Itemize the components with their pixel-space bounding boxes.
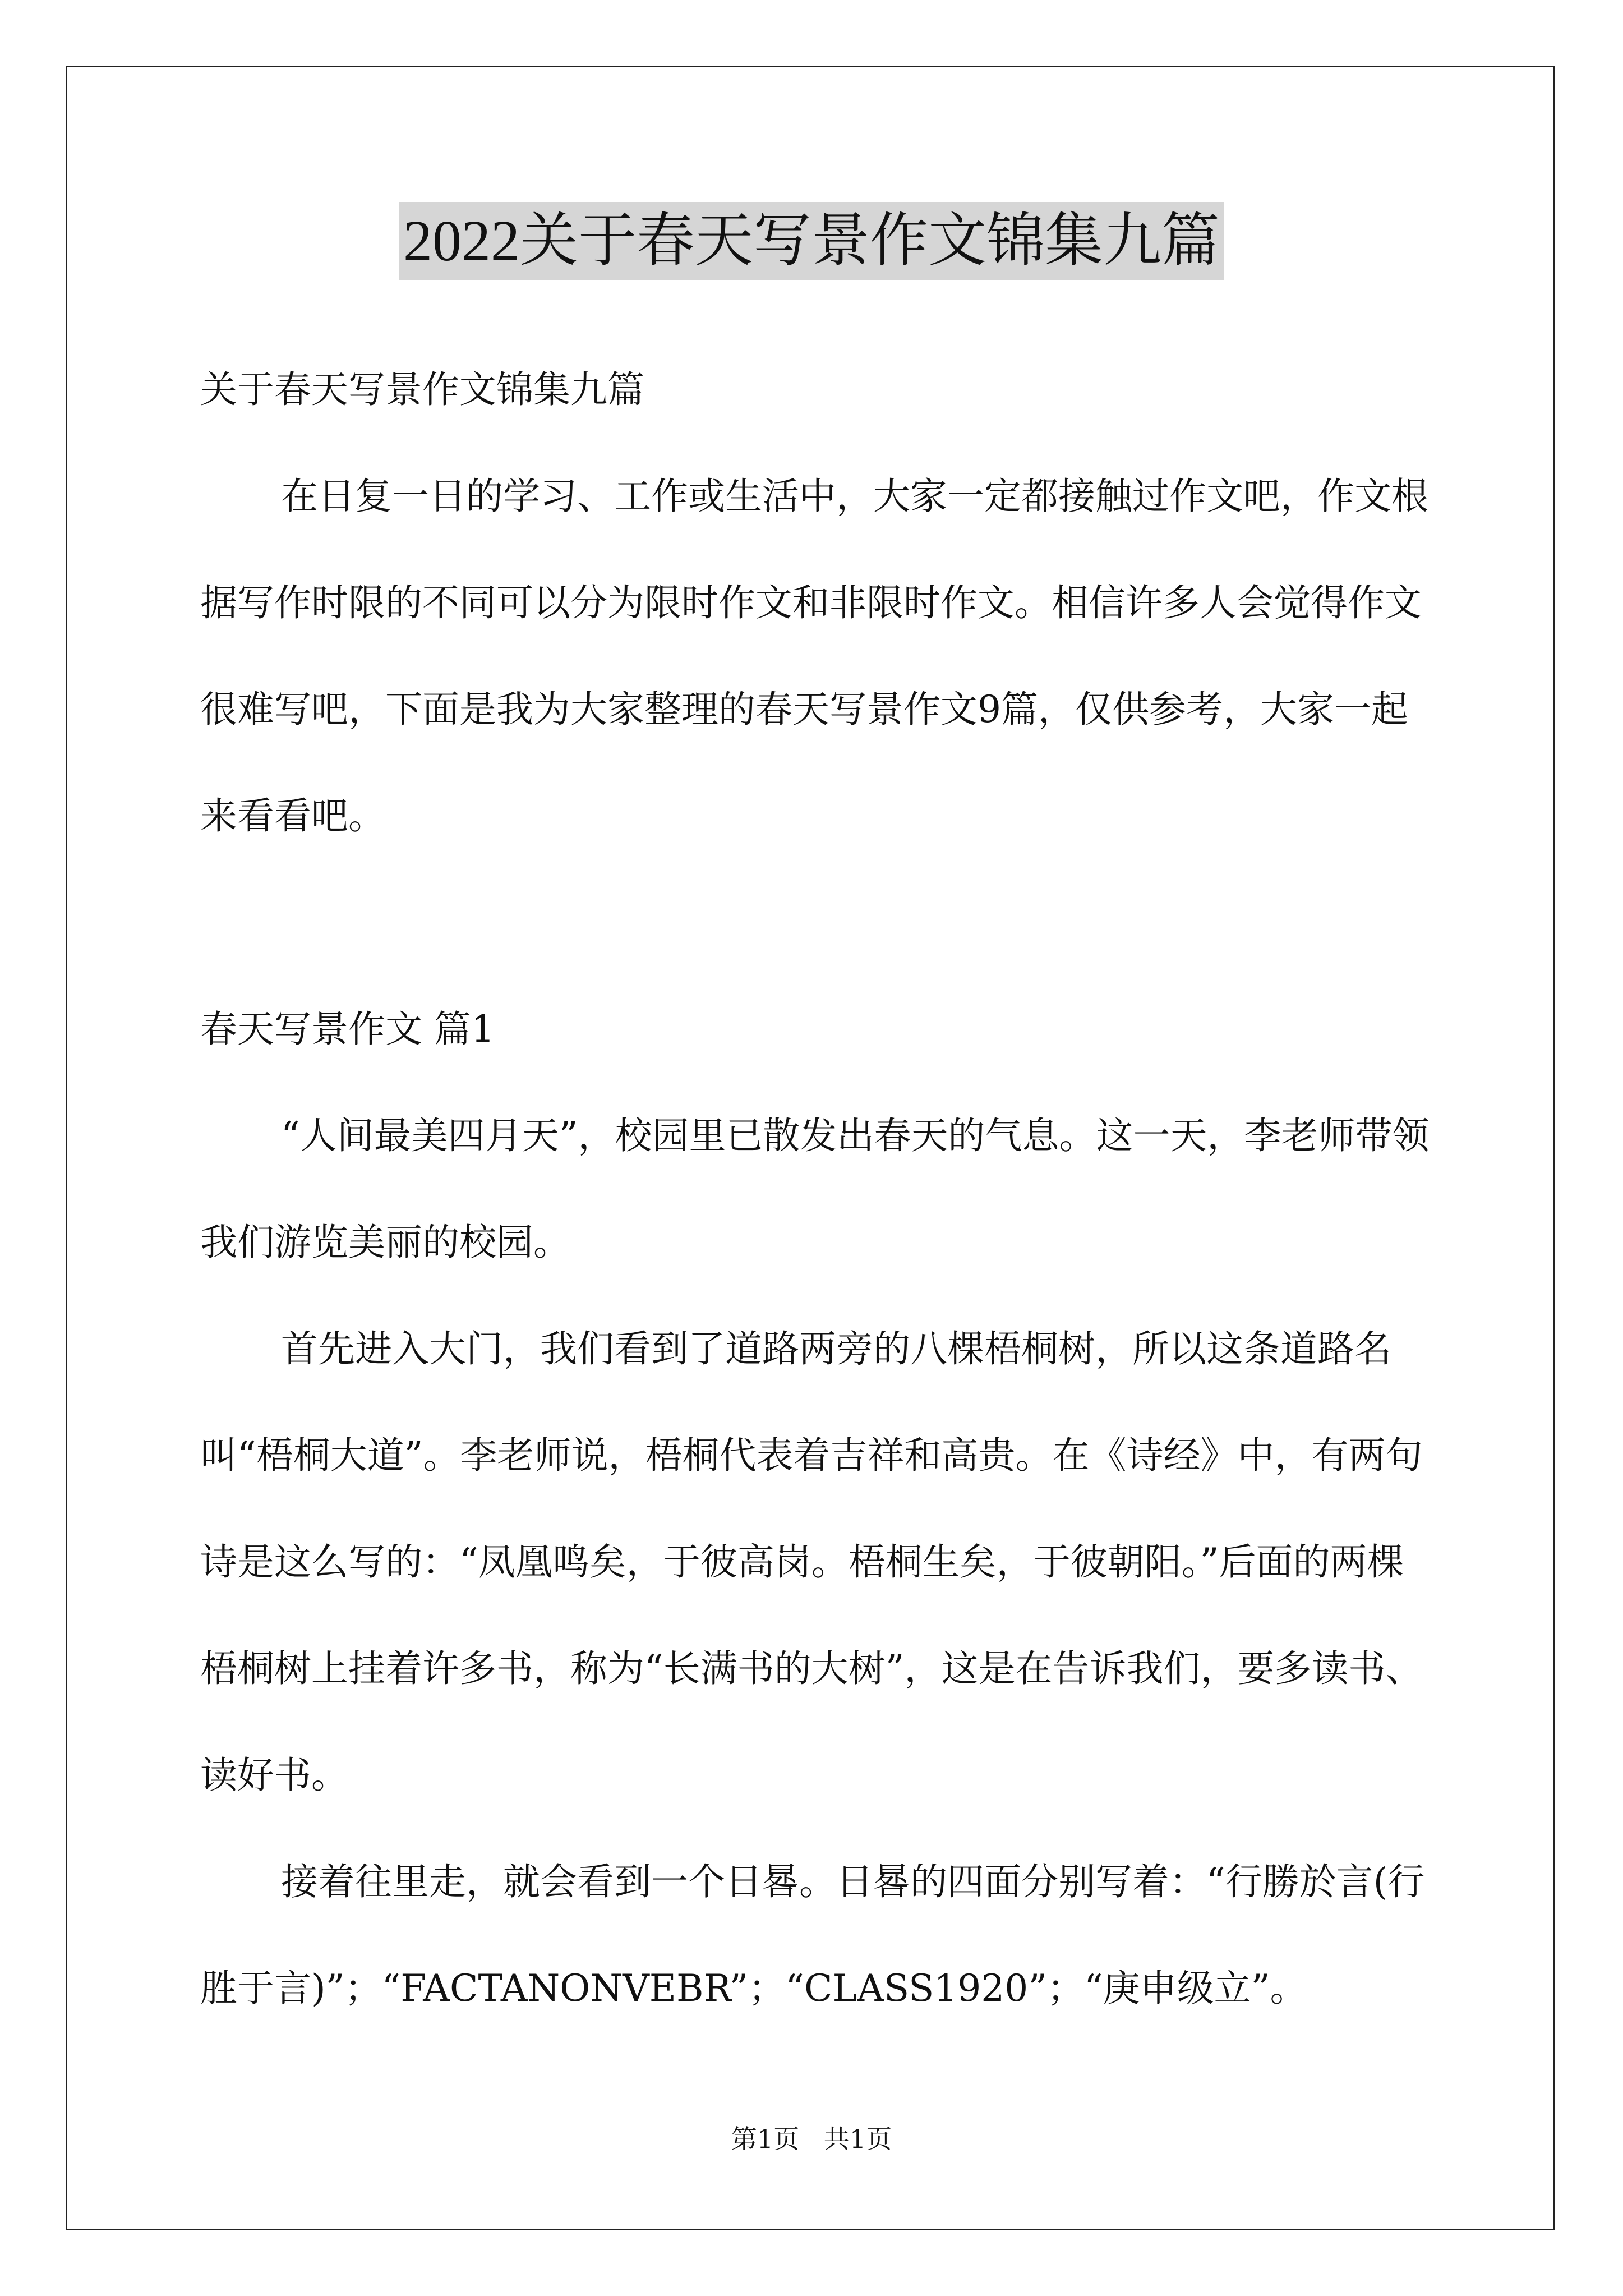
intro-paragraph: 在日复一日的学习、工作或生活中，大家一定都接触过作文吧，作文根据写作时限的不同可以分为限时作文和非限时作文。相信许多人会觉得作文很难写吧，下面是我为大家整理的春天写景作文9篇，仅供参考，大家一起来看看吧。 (200, 475, 1428, 838)
document-title: 2022关于春天写景作文锦集九篇 (399, 202, 1224, 280)
section-spacer (200, 869, 1434, 976)
body-paragraph: “人间最美四月天”，校园里已散发出春天的气息。这一天，李老师带领我们游览美丽的校园。 (200, 1114, 1430, 1264)
title-container (0, 202, 1623, 280)
document-subtitle: 关于春天写景作文锦集九篇 (200, 368, 644, 411)
body-paragraph: 首先进入大门，我们看到了道路两旁的八棵梧桐树，所以这条道路名叫“梧桐大道”。李老师说，梧桐代表着吉祥和高贵。在《诗经》中，有两句诗是这么写的：“凤凰鸣矣，于彼高岗。梧桐生矣，于彼朝阳。”后面的两棵梧桐树上挂着许多书，称为“长满书的大树”，这是在告诉我们，要多读书、读好书。 (200, 1327, 1423, 1797)
page-footer: 第1页 共1页 (731, 2124, 892, 2154)
body-paragraph: 接着往里走，就会看到一个日晷。日晷的四面分别写着：“行勝於言(行胜于言)”；“FACTANONVEBR”；“CLASS1920”；“庚申级立”。 (200, 1860, 1425, 2010)
document-body (200, 337, 1434, 2042)
section-heading: 春天写景作文 篇1 (200, 1007, 495, 1051)
